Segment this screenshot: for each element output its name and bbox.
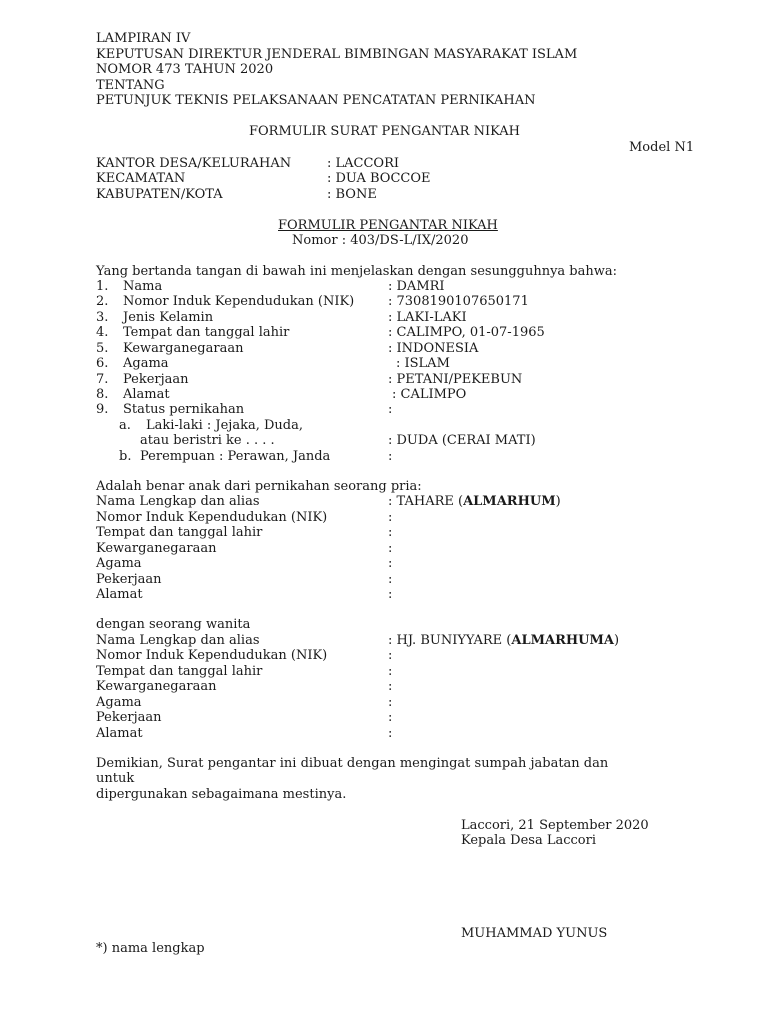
- closing-line-3: dipergunakan sebagaimana mestinya.: [96, 787, 347, 802]
- mother-row-label: Agama: [96, 695, 142, 710]
- status-a-label-2: atau beristri ke . . . .: [140, 433, 275, 448]
- mother-row-label: Alamat: [96, 726, 143, 741]
- mother-row-label: Nomor Induk Kependudukan (NIK): [96, 648, 328, 663]
- signer-name: MUHAMMAD YUNUS: [461, 926, 608, 941]
- subtitle: FORMULIR PENGANTAR NIKAH: [278, 218, 498, 233]
- person-row-number: 7.: [96, 372, 109, 387]
- person-row-number: 4.: [96, 325, 109, 340]
- person-row-value: : ISLAM: [396, 356, 450, 371]
- person-row-number: 9.: [96, 402, 109, 417]
- father-name-value: : TAHARE (ALMARHUM): [388, 494, 561, 509]
- kecamatan-value: : DUA BOCCOE: [327, 171, 431, 186]
- closing-line-2: untuk: [96, 771, 135, 786]
- father-row-label: Nomor Induk Kependudukan (NIK): [96, 510, 328, 525]
- father-row-label: Pekerjaan: [96, 572, 162, 587]
- mother-row-value: :: [388, 664, 393, 679]
- status-b-label: Perempuan : Perawan, Janda: [140, 449, 331, 464]
- mother-row-value: :: [388, 726, 393, 741]
- mother-row-label: Kewarganegaraan: [96, 679, 217, 694]
- status-a-letter: a.: [119, 418, 131, 433]
- mother-intro: dengan seorang wanita: [96, 617, 251, 632]
- form-title: FORMULIR SURAT PENGANTAR NIKAH: [249, 124, 521, 139]
- father-row-label: Agama: [96, 556, 142, 571]
- person-row-number: 1.: [96, 279, 109, 294]
- person-row-label: Agama: [123, 356, 169, 371]
- footnote: *) nama lengkap: [96, 941, 205, 956]
- person-row-label: Nama: [123, 279, 163, 294]
- person-row-value: : CALIMPO: [392, 387, 467, 402]
- mother-name-label: Nama Lengkap dan alias: [96, 633, 260, 648]
- person-row-label: Tempat dan tanggal lahir: [123, 325, 290, 340]
- desa-value: : LACCORI: [327, 156, 400, 171]
- father-row-value: :: [388, 541, 393, 556]
- father-row-value: :: [388, 510, 393, 525]
- kabupaten-value: : BONE: [327, 187, 377, 202]
- person-row-value: : DAMRI: [388, 279, 445, 294]
- person-row-number: 6.: [96, 356, 109, 371]
- signer-position: Kepala Desa Laccori: [461, 833, 596, 848]
- mother-row-value: :: [388, 679, 393, 694]
- father-name-label: Nama Lengkap dan alias: [96, 494, 260, 509]
- mother-name-value: : HJ. BUNIYYARE (ALMARHUMA): [388, 633, 620, 648]
- person-row-value: : PETANI/PEKEBUN: [388, 372, 523, 387]
- father-row-label: Alamat: [96, 587, 143, 602]
- mother-row-label: Tempat dan tanggal lahir: [96, 664, 263, 679]
- place-date: Laccori, 21 September 2020: [461, 818, 649, 833]
- person-row-value: : LAKI-LAKI: [388, 310, 467, 325]
- father-row-label: Kewarganegaraan: [96, 541, 217, 556]
- mother-status: ALMARHUMA: [511, 633, 614, 648]
- father-row-value: :: [388, 525, 393, 540]
- person-row-number: 5.: [96, 341, 109, 356]
- petunjuk-title: PETUNJUK TEKNIS PELAKSANAAN PENCATATAN PERNIKAHAN: [96, 93, 536, 108]
- person-row-label: Status pernikahan: [123, 402, 245, 417]
- status-a-value: : DUDA (CERAI MATI): [388, 433, 536, 448]
- kabupaten-label: KABUPATEN/KOTA: [96, 187, 223, 202]
- intro-text: Yang bertanda tangan di bawah ini menjelaskan dengan sesungguhnya bahwa:: [96, 264, 618, 279]
- person-row-label: Nomor Induk Kependudukan (NIK): [123, 294, 355, 309]
- person-row-value: : INDONESIA: [388, 341, 479, 356]
- father-status: ALMARHUM: [463, 494, 556, 509]
- person-row-number: 3.: [96, 310, 109, 325]
- status-b-letter: b.: [119, 449, 132, 464]
- model-label: Model N1: [629, 140, 695, 155]
- father-row-value: :: [388, 587, 393, 602]
- person-row-value: :: [388, 402, 393, 417]
- mother-row-label: Pekerjaan: [96, 710, 162, 725]
- nomor-keputusan: NOMOR 473 TAHUN 2020: [96, 62, 274, 77]
- mother-row-value: :: [388, 648, 393, 663]
- father-intro: Adalah benar anak dari pernikahan seorang pria:: [96, 479, 422, 494]
- father-row-value: :: [388, 572, 393, 587]
- person-row-value: : 7308190107650171: [388, 294, 529, 309]
- keputusan-title: KEPUTUSAN DIREKTUR JENDERAL BIMBINGAN MASYARAKAT ISLAM: [96, 47, 578, 62]
- person-row-label: Alamat: [123, 387, 170, 402]
- tentang-label: TENTANG: [96, 78, 165, 93]
- mother-row-value: :: [388, 710, 393, 725]
- mother-row-value: :: [388, 695, 393, 710]
- desa-label: KANTOR DESA/KELURAHAN: [96, 156, 292, 171]
- lampiran-label: LAMPIRAN IV: [96, 31, 191, 46]
- person-row-number: 2.: [96, 294, 109, 309]
- person-row-number: 8.: [96, 387, 109, 402]
- person-row-label: Kewarganegaraan: [123, 341, 244, 356]
- father-row-label: Tempat dan tanggal lahir: [96, 525, 263, 540]
- kecamatan-label: KECAMATAN: [96, 171, 186, 186]
- father-row-value: :: [388, 556, 393, 571]
- person-row-label: Jenis Kelamin: [123, 310, 214, 325]
- nomor-surat: Nomor : 403/DS-L/IX/2020: [292, 233, 469, 248]
- person-row-value: : CALIMPO, 01-07-1965: [388, 325, 545, 340]
- closing-line-1: Demikian, Surat pengantar ini dibuat dengan mengingat sumpah jabatan dan: [96, 756, 609, 771]
- person-row-label: Pekerjaan: [123, 372, 189, 387]
- status-a-label: Laki-laki : Jejaka, Duda,: [146, 418, 303, 433]
- status-b-value: :: [388, 449, 393, 464]
